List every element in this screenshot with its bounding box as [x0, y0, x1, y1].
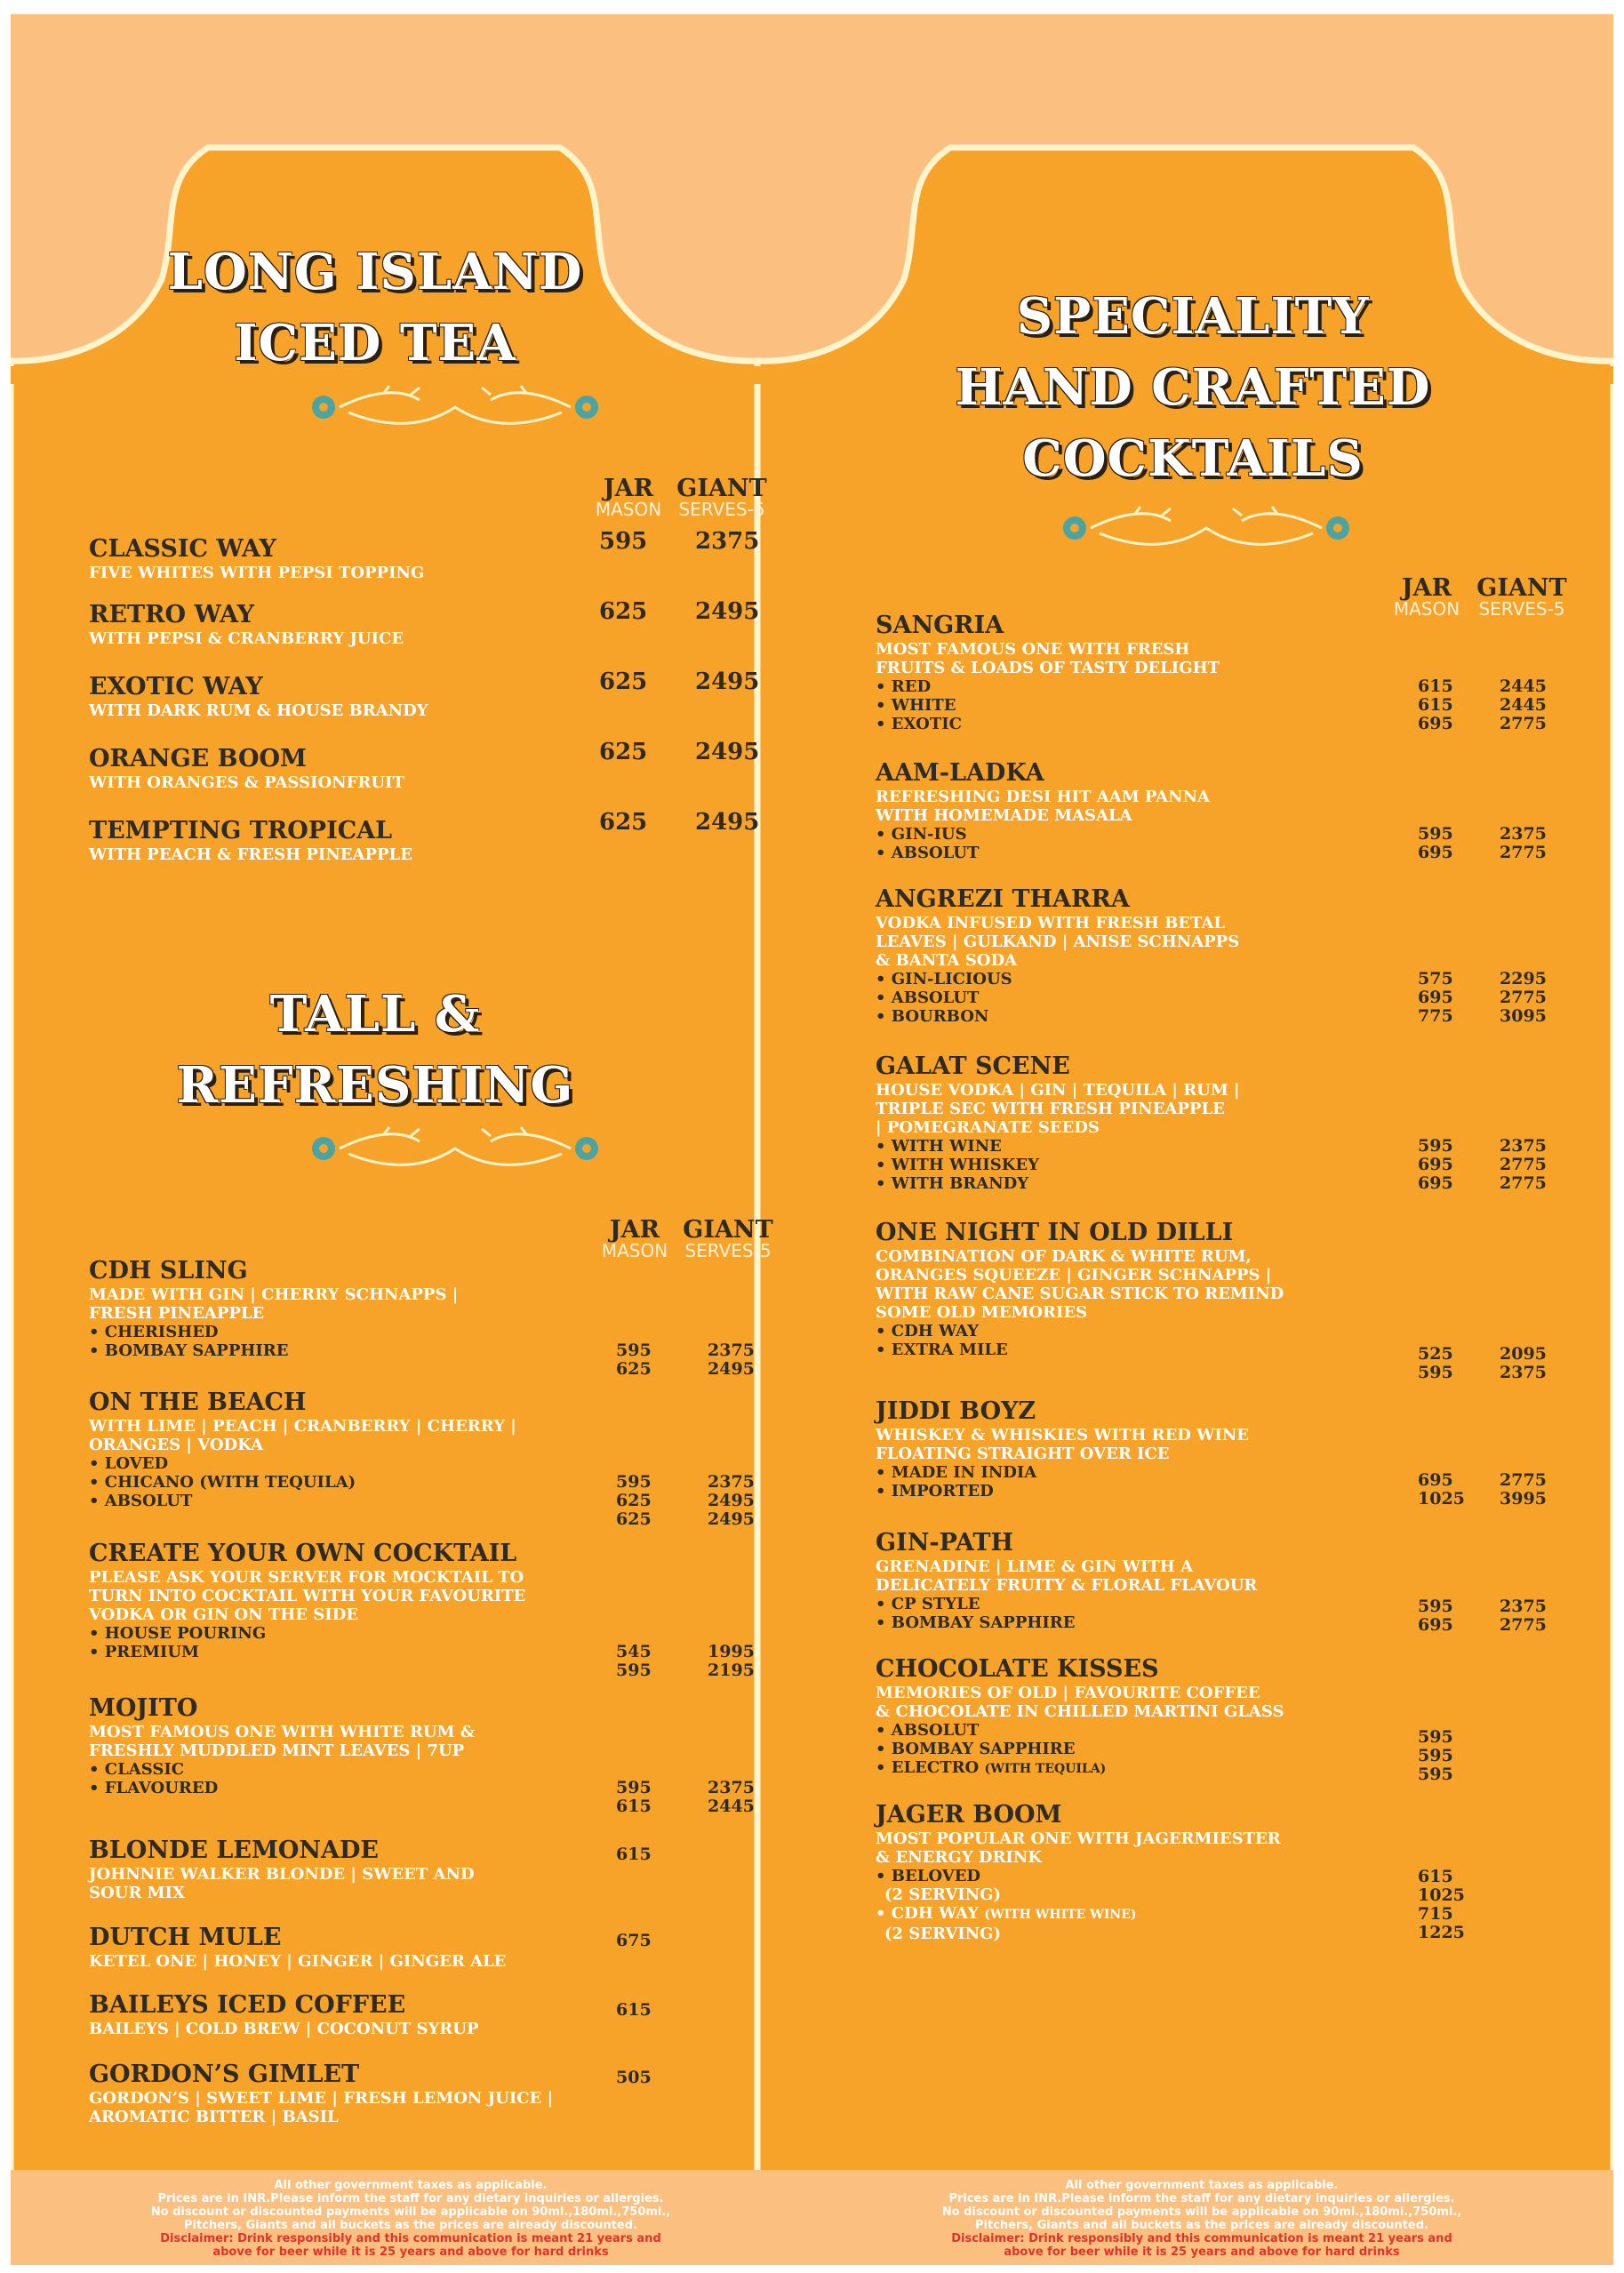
- price-giant: 2375: [708, 1341, 755, 1360]
- item-desc: SOME OLD MEMORIES: [876, 1303, 1088, 1322]
- menu-item: [876, 1529, 1257, 1632]
- price-jar: 595: [599, 528, 648, 555]
- item-name: CHOCOLATE KISSES: [876, 1655, 1159, 1683]
- item-desc: WITH PEACH & FRESH PINEAPPLE: [89, 845, 412, 864]
- menu-item: [89, 673, 428, 720]
- variant-label-text: • ELECTRO: [876, 1758, 980, 1777]
- col-head-top: GIANT: [676, 475, 767, 502]
- col-head-bottom: SERVES-5: [684, 1240, 772, 1261]
- item-name: TEMPTING TROPICAL: [89, 817, 393, 844]
- price-giant: 3095: [1500, 1006, 1547, 1026]
- price-jar: 695: [1418, 714, 1453, 733]
- price-giant: 2775: [1500, 1155, 1547, 1174]
- variant-label: • ABSOLUT: [876, 1721, 980, 1740]
- menu-item: [89, 1694, 475, 1797]
- price-jar: 595: [1418, 1765, 1453, 1784]
- price-giant: 2375: [708, 1778, 755, 1797]
- footer-left: [11, 2179, 811, 2259]
- item-desc: MADE WITH GIN | CHERRY SCHNAPPS |: [89, 1285, 459, 1304]
- item-desc: SOUR MIX: [89, 1884, 185, 1902]
- price-giant: 2375: [708, 1472, 755, 1492]
- footer-line: Pitchers, Giants and all buckets as the prices are already discounted.: [184, 2219, 637, 2232]
- item-desc: FLOATING STRAIGHT OVER ICE: [876, 1445, 1170, 1463]
- menu-item: [876, 1052, 1240, 1193]
- price-giant: 2775: [1500, 1615, 1547, 1635]
- price-giant: 2775: [1500, 988, 1547, 1007]
- col-head-jar: [1391, 574, 1462, 620]
- price-jar: 695: [1418, 1173, 1453, 1193]
- variant-label: • BOURBON: [876, 1007, 989, 1026]
- item-name: GIN-PATH: [876, 1529, 1013, 1557]
- price-jar: 595: [616, 1778, 652, 1797]
- item-name: ANGREZI THARRA: [876, 885, 1130, 913]
- item-desc: MEMORIES OF OLD | FAVOURITE COFFEE: [876, 1684, 1260, 1702]
- price-giant: 2375: [1500, 824, 1547, 844]
- ornamental-flourish-icon: [304, 380, 606, 434]
- menu-item: [89, 1389, 516, 1510]
- item-desc: WHISKEY & WHISKIES WITH RED WINE: [876, 1426, 1249, 1445]
- item-name: GORDON’S GIMLET: [89, 2061, 360, 2088]
- variant-label: • WITH WINE: [876, 1137, 1002, 1156]
- item-name: DUTCH MULE: [89, 1924, 282, 1951]
- item-name: ONE NIGHT IN OLD DILLI: [876, 1219, 1234, 1246]
- footer-line: Pitchers, Giants and all buckets as the prices are already discounted.: [975, 2219, 1428, 2232]
- footer-right: [802, 2179, 1602, 2259]
- menu-item: [89, 535, 424, 582]
- variant-label: • HOUSE POURING: [89, 1624, 267, 1643]
- col-head-giant: [679, 1216, 777, 1261]
- price-giant: 2445: [1500, 695, 1547, 715]
- title-line: HAND CRAFTED: [955, 358, 1431, 417]
- item-desc: VODKA OR GIN ON THE SIDE: [89, 1605, 359, 1624]
- item-name: MOJITO: [89, 1694, 198, 1722]
- price-giant: 2445: [1500, 676, 1547, 696]
- price-jar: 625: [599, 668, 648, 695]
- title-line: LONG ISLAND: [167, 243, 583, 301]
- menu-item: [89, 601, 404, 648]
- footer-line: No discount or discounted payments will be applicable on 90ml.,180ml.,750ml.,: [941, 2205, 1462, 2219]
- price-giant: 2375: [1500, 1597, 1547, 1616]
- menu-item: [876, 1219, 1284, 1359]
- item-desc: WITH HOMEMADE MASALA: [876, 806, 1132, 825]
- item-desc: BAILEYS | COLD BREW | COCONUT SYRUP: [89, 2020, 479, 2038]
- price-giant: 2495: [708, 1491, 755, 1510]
- price-jar: 625: [599, 809, 648, 836]
- item-desc: VODKA INFUSED WITH FRESH BETAL: [876, 914, 1226, 932]
- menu-item: [876, 1397, 1249, 1501]
- price-jar: 615: [616, 2000, 652, 2020]
- price-giant: 2775: [1500, 1470, 1547, 1490]
- menu-item: [89, 1837, 475, 1902]
- variant-label: • RED: [876, 677, 932, 696]
- item-name: CDH SLING: [89, 1257, 248, 1285]
- item-desc: TURN INTO COCKTAIL WITH YOUR FAVOURITE: [89, 1587, 526, 1605]
- price-jar: 1025: [1418, 1885, 1465, 1905]
- item-desc: FRESH PINEAPPLE: [89, 1304, 265, 1323]
- footer-disclaimer: above for beer while it is 25 years and above for hard drinks: [1004, 2245, 1400, 2259]
- item-name: CLASSIC WAY: [89, 535, 276, 563]
- price-jar: 695: [1418, 1615, 1453, 1635]
- footer-line: All other government taxes as applicable.: [1065, 2179, 1339, 2192]
- price-jar: 625: [616, 1509, 652, 1529]
- variant-label: [876, 1904, 1281, 1925]
- col-head-giant: [673, 477, 771, 518]
- price-jar: 595: [1418, 1136, 1453, 1156]
- price-giant: 2495: [695, 668, 760, 695]
- col-head-bottom: SERVES-5: [678, 499, 765, 520]
- footer-line: All other government taxes as applicable.: [274, 2179, 548, 2192]
- item-name: AAM-LADKA: [876, 759, 1044, 787]
- price-jar: 695: [1418, 1155, 1453, 1174]
- menu-item: [89, 817, 412, 864]
- price-giant: 2195: [708, 1661, 755, 1680]
- variant-label: • BOMBAY SAPPHIRE: [876, 1613, 1076, 1632]
- item-desc: & ENERGY DRINK: [876, 1848, 1042, 1867]
- variant-label: • CHICANO (WITH TEQUILA): [89, 1473, 356, 1492]
- menu-page: [11, 14, 1613, 2265]
- item-desc: HOUSE VODKA | GIN | TEQUILA | RUM |: [876, 1081, 1240, 1100]
- item-desc: MOST FAMOUS ONE WITH WHITE RUM &: [89, 1723, 476, 1741]
- price-jar: 615: [1418, 695, 1453, 715]
- price-jar: 595: [616, 1472, 652, 1492]
- variant-label: (2 SERVING): [884, 1885, 1002, 1904]
- variant-label-text: • CDH WAY: [876, 1904, 979, 1923]
- price-jar: 1225: [1418, 1923, 1465, 1942]
- price-jar: 625: [599, 739, 648, 765]
- item-desc: & BANTA SODA: [876, 951, 1018, 970]
- price-jar: 595: [616, 1661, 652, 1680]
- footer-disclaimer: Disclaimer: Drink responsibly and this communication is meant 21 years and: [160, 2232, 661, 2245]
- price-giant: 3995: [1500, 1489, 1547, 1509]
- col-head-bottom: SERVES-5: [1478, 598, 1565, 620]
- item-desc: | POMEGRANATE SEEDS: [876, 1118, 1100, 1137]
- col-head-top: JAR: [609, 1216, 660, 1244]
- variant-label: • EXOTIC: [876, 715, 962, 733]
- price-jar: 595: [1418, 824, 1453, 844]
- price-jar: 625: [599, 598, 648, 625]
- menu-item: [876, 612, 1220, 733]
- price-giant: 2495: [708, 1509, 755, 1529]
- title-line: REFRESHING: [176, 1056, 574, 1115]
- item-desc: GRENADINE | LIME & GIN WITH A: [876, 1557, 1194, 1576]
- item-desc: TRIPLE SEC WITH FRESH PINEAPPLE: [876, 1100, 1225, 1118]
- menu-item: [89, 745, 404, 792]
- variant-label: • ABSOLUT: [89, 1492, 193, 1510]
- variant-label: • CDH WAY: [876, 1322, 979, 1341]
- variant-label: • BOMBAY SAPPHIRE: [876, 1740, 1076, 1758]
- item-desc: DELICATELY FRUITY & FLORAL FLAVOUR: [876, 1576, 1258, 1595]
- tall-refreshing-title: [144, 979, 606, 1121]
- variant-label: • WHITE: [876, 696, 956, 715]
- item-desc: WITH DARK RUM & HOUSE BRANDY: [89, 701, 428, 720]
- price-jar: 595: [1418, 1363, 1453, 1382]
- menu-item: [89, 1924, 506, 1971]
- price-jar: 715: [1418, 1904, 1453, 1924]
- menu-item: [876, 1801, 1281, 1943]
- menu-item: [89, 1257, 458, 1360]
- menu-item: [89, 1540, 525, 1661]
- variant-label: (2 SERVING): [884, 1925, 1002, 1943]
- footer-disclaimer: above for beer while it is 25 years and above for hard drinks: [212, 2245, 609, 2259]
- menu-item: [876, 759, 1210, 862]
- variant-label: • PREMIUM: [89, 1643, 199, 1661]
- item-desc: ORANGES SQUEEZE | GINGER SCHNAPPS |: [876, 1266, 1272, 1285]
- speciality-title: [917, 281, 1468, 494]
- price-jar: 695: [1418, 988, 1453, 1007]
- variant-note: (WITH WHITE WINE): [984, 1908, 1137, 1922]
- price-jar: 575: [1418, 969, 1453, 988]
- price-giant: 2375: [1500, 1136, 1547, 1156]
- price-jar: 695: [1418, 843, 1453, 862]
- item-desc: WITH RAW CANE SUGAR STICK TO REMIND: [876, 1285, 1284, 1303]
- col-head-giant: [1473, 574, 1571, 620]
- price-jar: 525: [1418, 1344, 1453, 1364]
- price-jar: 775: [1418, 1006, 1453, 1026]
- price-giant: 1995: [708, 1642, 755, 1661]
- footer-line: Prices are in INR.Please inform the staff for any dietary inquiries or allergies.: [948, 2192, 1455, 2205]
- price-jar: 695: [1418, 1470, 1453, 1490]
- variant-label: • GIN-IUS: [876, 825, 967, 844]
- item-name: JIDDI BOYZ: [876, 1397, 1036, 1425]
- item-desc: & CHOCOLATE IN CHILLED MARTINI GLASS: [876, 1702, 1284, 1721]
- price-giant: 2495: [695, 739, 760, 765]
- variant-label: • ABSOLUT: [876, 844, 980, 862]
- price-jar: 625: [616, 1359, 652, 1379]
- price-jar: 615: [616, 1797, 652, 1816]
- price-jar: 595: [1418, 1746, 1453, 1765]
- item-desc: REFRESHING DESI HIT AAM PANNA: [876, 788, 1210, 806]
- item-name: ORANGE BOOM: [89, 745, 307, 772]
- col-head-jar: [599, 1216, 670, 1261]
- price-giant: 2375: [695, 528, 760, 555]
- item-desc: FRUITS & LOADS OF TASTY DELIGHT: [876, 659, 1220, 677]
- col-head-top: JAR: [1401, 574, 1452, 602]
- price-jar: 1025: [1418, 1489, 1465, 1509]
- price-giant: 2295: [1500, 969, 1547, 988]
- price-jar: 675: [616, 1931, 652, 1950]
- item-name: BAILEYS ICED COFFEE: [89, 1991, 406, 2019]
- title-line: ICED TEA: [234, 314, 516, 372]
- item-name: RETRO WAY: [89, 601, 254, 628]
- variant-label: • MADE IN INDIA: [876, 1463, 1037, 1482]
- menu-item: [89, 2061, 553, 2126]
- variant-label: • CLASSIC: [89, 1760, 185, 1779]
- variant-label: • LOVED: [89, 1454, 169, 1473]
- item-desc: LEAVES | GULKAND | ANISE SCHNAPPS: [876, 932, 1240, 951]
- col-head-top: JAR: [603, 475, 654, 502]
- item-desc: KETEL ONE | HONEY | GINGER | GINGER ALE: [89, 1952, 507, 1971]
- menu-item: [89, 1991, 479, 2038]
- price-jar: 595: [1418, 1727, 1453, 1747]
- col-head-bottom: MASON: [1393, 598, 1460, 620]
- long-island-title: [144, 236, 606, 379]
- price-giant: 2375: [1500, 1363, 1547, 1382]
- variant-label: • EXTRA MILE: [876, 1341, 1008, 1359]
- menu-item: [876, 885, 1239, 1026]
- price-jar: 545: [616, 1642, 652, 1661]
- ornamental-flourish-icon: [304, 1122, 606, 1175]
- price-giant: 2775: [1500, 714, 1547, 733]
- col-head-jar: [593, 477, 664, 518]
- variant-label: • BELOVED: [876, 1867, 981, 1885]
- price-jar: 595: [1418, 1597, 1453, 1616]
- price-giant: 2495: [708, 1359, 755, 1379]
- item-desc: FRESHLY MUDDLED MINT LEAVES | 7UP: [89, 1741, 465, 1760]
- variant-label: • BOMBAY SAPPHIRE: [89, 1341, 289, 1360]
- variant-label: • FLAVOURED: [89, 1779, 219, 1797]
- footer-line: No discount or discounted payments will be applicable on 90ml.,180ml.,750ml.,: [150, 2205, 671, 2219]
- col-head-top: GIANT: [683, 1216, 773, 1244]
- variant-label: • WITH BRANDY: [876, 1174, 1029, 1193]
- price-giant: 2775: [1500, 843, 1547, 862]
- item-desc: GORDON’S | SWEET LIME | FRESH LEMON JUICE |: [89, 2089, 554, 2108]
- col-head-bottom: MASON: [601, 1240, 668, 1261]
- price-jar: 595: [616, 1341, 652, 1360]
- item-name: SANGRIA: [876, 612, 1004, 639]
- item-name: EXOTIC WAY: [89, 673, 263, 700]
- price-giant: 2495: [695, 598, 760, 625]
- price-giant: 2445: [708, 1797, 755, 1816]
- item-desc: FIVE WHITES WITH PEPSI TOPPING: [89, 564, 425, 582]
- variant-label: • CP STYLE: [876, 1595, 980, 1613]
- footer-line: Prices are in INR.Please inform the staff for any dietary inquiries or allergies.: [157, 2192, 664, 2205]
- item-desc: ORANGES | VODKA: [89, 1436, 264, 1454]
- price-jar: 615: [616, 1845, 652, 1864]
- variant-label: • CHERISHED: [89, 1323, 219, 1341]
- variant-label: • IMPORTED: [876, 1482, 994, 1501]
- menu-item: [876, 1655, 1284, 1779]
- variant-note: (WITH TEQUILA): [984, 1762, 1107, 1776]
- item-name: CREATE YOUR OWN COCKTAIL: [89, 1540, 517, 1567]
- item-desc: PLEASE ASK YOUR SERVER FOR MOCKTAIL TO: [89, 1568, 524, 1587]
- item-name: GALAT SCENE: [876, 1052, 1070, 1080]
- price-jar: 505: [616, 2068, 652, 2087]
- item-desc: MOST FAMOUS ONE WITH FRESH: [876, 640, 1190, 659]
- col-head-bottom: MASON: [595, 499, 662, 520]
- variant-label: • ABSOLUT: [876, 988, 980, 1007]
- variant-label: [876, 1758, 1284, 1779]
- price-giant: 2495: [695, 809, 760, 836]
- item-name: JAGER BOOM: [876, 1801, 1062, 1829]
- price-giant: 2095: [1500, 1344, 1547, 1364]
- item-name: ON THE BEACH: [89, 1389, 307, 1416]
- ornamental-flourish-icon: [1055, 501, 1357, 555]
- variant-label: • WITH WHISKEY: [876, 1156, 1039, 1174]
- item-desc: COMBINATION OF DARK & WHITE RUM,: [876, 1247, 1252, 1266]
- item-desc: AROMATIC BITTER | BASIL: [89, 2108, 339, 2126]
- item-desc: WITH ORANGES & PASSIONFRUIT: [89, 773, 404, 792]
- item-name: BLONDE LEMONADE: [89, 1837, 379, 1864]
- variant-label: • GIN-LICIOUS: [876, 970, 1012, 988]
- price-jar: 615: [1418, 1867, 1453, 1886]
- price-giant: 2775: [1500, 1173, 1547, 1193]
- price-jar: 615: [1418, 676, 1453, 696]
- item-desc: MOST POPULAR ONE WITH JAGERMIESTER: [876, 1829, 1281, 1848]
- title-line: COCKTAILS: [1022, 429, 1364, 488]
- price-jar: 625: [616, 1491, 652, 1510]
- item-desc: WITH LIME | PEACH | CRANBERRY | CHERRY |: [89, 1417, 516, 1436]
- title-line: TALL &: [269, 985, 481, 1044]
- col-head-top: GIANT: [1476, 574, 1567, 602]
- item-desc: JOHNNIE WALKER BLONDE | SWEET AND: [89, 1865, 475, 1884]
- item-desc: WITH PEPSI & CRANBERRY JUICE: [89, 629, 404, 648]
- title-line: SPECIALITY: [1016, 287, 1370, 346]
- footer-disclaimer: Disclaimer: Drink responsibly and this communication is meant 21 years and: [951, 2232, 1452, 2245]
